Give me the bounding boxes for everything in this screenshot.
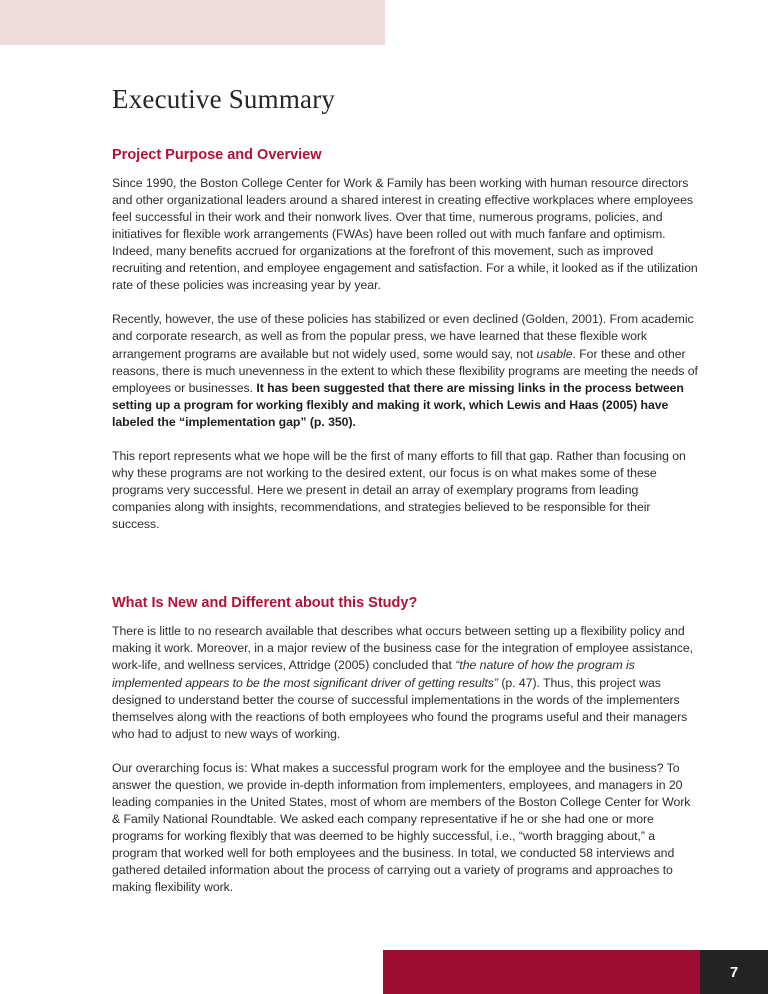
footer-color-bar bbox=[383, 950, 700, 994]
paragraph: Our overarching focus is: What makes a successful program work for the employee and the business? To answer the question, we provide in-depth information from implementers, employees, and managers in 20 leading companies in the United States, most of whom are members of the Boston College Center for Work & Family National Roundtable. We asked each company representative if he or she had one or more programs for working flexibly that was deemed to be highly successful, i.e., “worth bragging about,” a program that worked well for both employees and the business. In total, we conducted 58 interviews and gathered detailed information about the process of carrying out a variety of programs and approaches to making flexibility work. bbox=[112, 760, 691, 895]
footer-page-number-box bbox=[700, 950, 768, 994]
page-title: Executive Summary bbox=[112, 84, 336, 114]
section-heading-what-is-new: What Is New and Different about this Study? bbox=[112, 594, 418, 611]
paragraph: This report represents what we hope will be the first of many efforts to fill that gap. Rather than focusing on why these programs are not working to the desired extent, our focus is on what makes some of these programs very successful. Here we present in detail an array of exemplary programs from leading companies along with insights, recommendations, and strategies believed to be responsible for their success. bbox=[112, 448, 686, 531]
page-number: 7 bbox=[729, 963, 739, 981]
emphasized-text-italic: “the nature of how the program is implemented appears to be the most significant driver of getting results” bbox=[112, 658, 635, 690]
paragraph: There is little to no research available that describes what occurs between setting up a flexibility policy and making it work. Moreover, in a major review of the business case for the integration of employee assistance, work-life, and wellness services, Attridge (2005) concluded that “the nature of how the program is implemented appears to be the most significant driver of getting results” (p. 47). Thus, this project was designed to understand better the course of successful implementations in the words of the implementers themselves along with the reactions of both employees who found the programs useful and their managers who had to adjust to new ways of working. bbox=[112, 624, 694, 741]
document-content-column bbox=[112, 0, 700, 896]
emphasized-text-bold: It has been suggested that there are missing links in the process between setting up a program for working flexibly and making it work, which Lewis and Haas (2005) have labeled the “implementation gap” (p. 350). bbox=[112, 380, 684, 429]
paragraph: Recently, however, the use of these policies has stabilized or even declined (Golden, 2001). From academic and corporate research, as well as from the popular press, we have learned that these flexible work arrangement programs are available but not widely used, some would say, not usable. For these and other reasons, there is much unevenness in the extent to which these flexibility programs are meeting the needs of employees or businesses. It has been suggested that there are missing links in the process between setting up a program for working flexibly and making it work, which Lewis and Haas (2005) have labeled the “implementation gap” (p. 350). bbox=[112, 312, 698, 429]
page-footer bbox=[383, 950, 768, 994]
section-heading-project-purpose: Project Purpose and Overview bbox=[112, 146, 322, 163]
emphasized-text-italic: usable bbox=[536, 346, 573, 361]
paragraph: Since 1990, the Boston College Center for Work & Family has been working with human resource directors and other organizational leaders around a shared interest in creating effective workplaces where employees feel successful in their work and their nonwork lives. Over that time, numerous programs, policies, and initiatives for flexible work arrangements (FWAs) have been rolled out with much fanfare and optimism. Indeed, many benefits accrued for organizations at the forefront of this movement, such as improved recruiting and retention, and employee engagement and satisfaction. For a while, it looked as if the utilization rate of these policies was increasing year by year. bbox=[112, 176, 698, 293]
